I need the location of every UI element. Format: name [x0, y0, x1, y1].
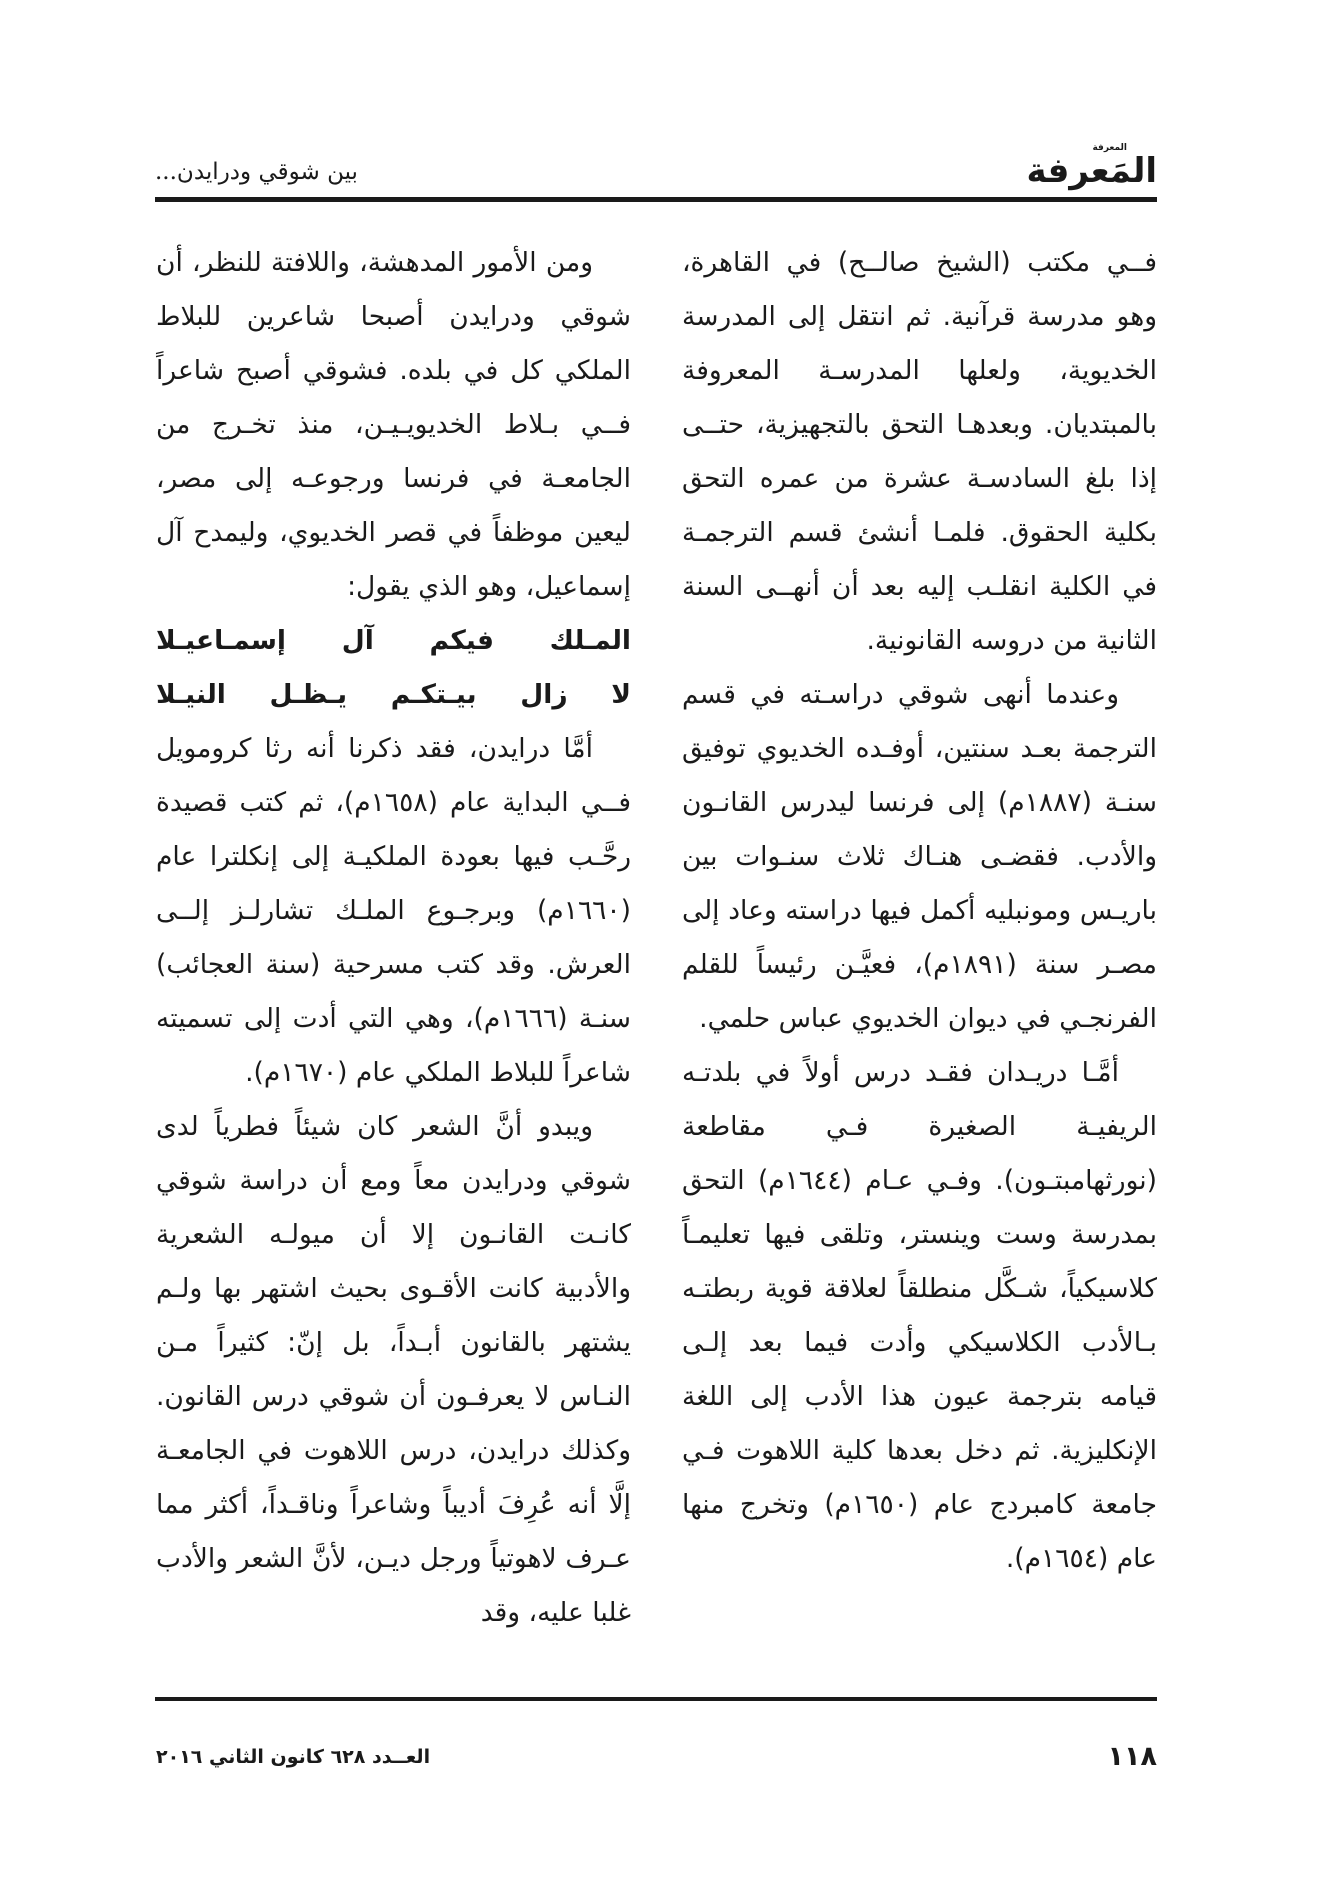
running-title: بين شوقي ودرايدن... — [155, 159, 358, 185]
paragraph: أمَّـا دريـدان فقـد درس أولاً في بلدتـه الريفيـة الصغيرة فـي مقاطعة (نورثهامبتـون). وفـي عـام (١٦٤٤م) التحق بمدرسة وست وينستر، وتلقى فيها تعليمـاً كلاسيكياً، شـكَّل منطلقاً لعلاقة قوية ربطتـه بـالأدب الكلاسيكي وأدت فيما بعد إلـى قيامه بترجمة عيون هذا الأدب إلى اللغة الإنكليزية. ثم دخل بعدها كلية اللاهوت فـي جامعة كامبردج عام (١٦٥٠م) وتخرج منها عام (١٦٥٤م). — [682, 1057, 1158, 1574]
page-number: ١١٨ — [1107, 1741, 1157, 1772]
verse-line: المـلك فيكم آل إسمـاعيـلا — [156, 625, 631, 656]
paragraph: أمَّا درايدن، فقد ذكرنا أنه رثا كرومويل فــي البداية عام (١٦٥٨م)، ثم كتب قصيدة رحَّـب فيها بعودة الملكيـة إلى إنكلترا عام (١٦٦٠م) وبرجـوع الملـك تشارلـز إلــى العرش. وقد كتب مسرحية (سنة العجائب) سنـة (١٦٦٦م)، وهي التي أدت إلى تسميته شاعراً للبلاط الملكي عام (١٦٧٠م). — [156, 733, 631, 1088]
page-header — [155, 143, 1157, 196]
paragraph: وعندما أنهى شوقي دراسـته في قسم الترجمة بعـد سنتين، أوفـده الخديوي توفيق سنـة (١٨٨٧م) إلى فرنسا ليدرس القانـون والأدب. فقضـى هنـاك ثلاث سنـوات بين باريـس ومونبليه أكمل فيها دراسته وعاد إلى مصـر سنة (١٨٩١م)، فعيَّـن رئيساً للقلم الفرنجـي في ديوان الخديوي عباس حلمي. — [682, 679, 1158, 1034]
logo-text: المَعرفة — [1026, 151, 1157, 191]
issue-info: العــدد ٦٢٨ كانون الثاني ٢٠١٦ — [156, 1746, 431, 1768]
paragraph: فــي مكتب (الشيخ صالــح) في القاهرة، وهو مدرسة قرآنية. ثم انتقل إلى المدرسة الخديوية، ولعلها المدرسـة المعروفة بالمبتديان. وبعدهـا التحق بالتجهيزية، حتــى إذا بلغ السادسـة عشرة من عمره التحق بكلية الحقوق. فلمـا أنشئ قسم الترجمـة في الكلية انقلـب إليه بعد أن أنهــى السنة الثانية من دروسه القانونية. — [682, 247, 1157, 656]
footer-divider — [155, 1697, 1157, 1701]
paragraph: ويبدو أنَّ الشعر كان شيئاً فطرياً لدى شوقي ودرايدن معاً ومع أن دراسة شوقي كانـت القانـون إلا أن ميولـه الشعرية والأدبية كانت الأقـوى بحيث اشتهر بها ولـم يشتهر بالقانون أبـداً، بل إنّ: كثيراً مـن النـاس لا يعرفـون أن شوقي درس القانون. وكذلك درايدن، درس اللاهوت في الجامعـة إلَّا أنه عُرِفَ أديباً وشاعراً وناقـداً، أكثر مما عـرف لاهوتياً ورجل ديـن، لأنَّ الشعر والأدب غلبا عليه، وقد — [156, 1111, 631, 1628]
paragraph: ومن الأمور المدهشة، واللافتة للنظر، أن شوقي ودرايدن أصبحا شاعرين للبلاط الملكي كل في بلده. فشوقي أصبح شاعراً فــي بـلاط الخديويـيـن، منذ تخـرج من الجامعـة في فرنسا ورجوعـه إلى مصر، ليعين موظفاً في قصر الخديوي، وليمدح آل إسماعيل، وهو الذي يقول: — [156, 247, 631, 602]
verse-line: لا زال بيـتكـم يـظـل النيـلا — [156, 679, 631, 710]
right-column — [682, 236, 1157, 1586]
magazine-logo — [1026, 151, 1157, 191]
header-divider — [155, 197, 1157, 202]
logo-tag: المعرفة — [1092, 143, 1127, 153]
left-column — [156, 236, 631, 1640]
